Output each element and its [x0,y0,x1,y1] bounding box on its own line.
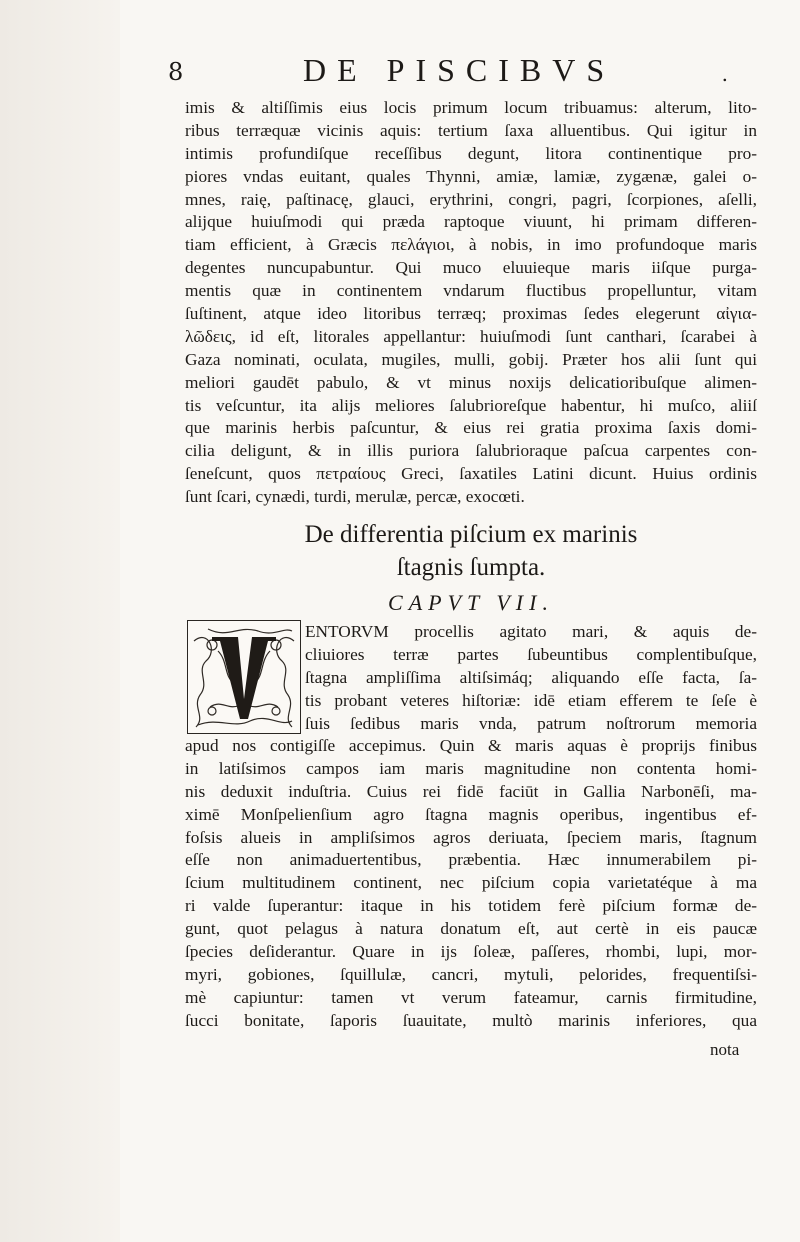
text-line: ſuſtinent, atque ideo litoribus terræq; proximas ſedes elegerunt αἰγια- [185,304,757,324]
header-ornament: . [721,62,728,86]
text-line: ribus terræquæ vicinis aquis: tertium ſaxa alluentibus. Qui igitur in [185,120,757,140]
text-line: Gaza nominati, oculata, mugiles, mulli, gobij. Præter hos alii ſunt qui [185,349,757,369]
text-line: alijque huiuſmodi qui præda raptoque viuunt, hi primam differen- [185,212,757,232]
chapter-title [185,518,757,584]
text-line: que marinis herbis paſcuntur, & eius rei gratia proxima ſaxis domi- [185,418,757,438]
page-gutter [0,0,120,1242]
text-line: intimis profundiſque receſſibus degunt, litora continentique pro- [185,143,757,163]
chapter-title-line-2: ſtagnis ſumpta. [396,554,546,581]
text-line: ſtagna ampliſſima altiſsimáq; aliquando eſſe facta, ſa- [305,667,757,687]
text-line: mnes, raię, paſtinacę, glauci, erythrini, congri, pagri, ſcorpiones, aſelli, [185,189,757,209]
text-line: ximē Monſpelienſium agro ſtagna magnis operibus, ingentibus ef- [185,804,757,824]
text-line: cilia deligunt, & in illis puriora ſalubrioraque paſcua carpentes con- [185,441,757,461]
text-line: ſucci bonitate, ſaporis ſuauitate, multò marinis inferiores, qua [185,1010,757,1030]
foliage-ornament-icon [188,621,300,733]
text-line: tiam efficient, à Græcis πελάγιοι, à nobis, in imo profundoque maris [185,235,757,255]
section-text-1 [185,97,757,509]
text-line: myri, gobiones, ſquillulæ, cancri, mytuli, pelorides, frequentiſsi- [185,964,757,984]
page-header [168,52,768,92]
chapter-body [185,735,757,1033]
text-line: mè capiuntur: tamen vt verum fateamur, carnis firmitudine, [185,987,757,1007]
text-line: ſcium multitudinem continent, nec piſcium copia varietatéque à ma [185,873,757,893]
text-line: ſuis ſedibus maris vnda, patrum noſtrorum memoria [305,713,757,733]
decorated-initial [187,620,301,734]
text-line: eſſe non animaduertentibus, præbentia. Hæc innumerabilem pi- [185,850,757,870]
text-line: piores vndas euitant, quales Thynni, amiæ, lamiæ, zygænæ, galei o- [185,166,757,186]
text-line: cliuiores terræ partes ſubeuntibus complentibuſque, [305,644,757,664]
running-head: DE PISCIBVS [303,52,616,88]
text-line: nis deduxit induſtria. Cuius rei fidē faciūt in Gallia Narbonēſi, ma- [185,781,757,801]
text-line: ſpecies deſiderantur. Quare in ijs ſoleæ, paſſeres, rhombi, lupi, mor- [185,942,757,962]
text-line: tis probant veteres hiſtoriæ: idē etiam efferem te ſeſe è [305,690,757,710]
chapter-title-line-1: De differentia piſcium ex marinis [304,521,638,548]
chapter-opening-lines [305,621,757,735]
text-line: foſsis alueis in ampliſsimos agros deriuata, ſpeciem maris, ſtagnum [185,827,757,847]
text-line: meliori gaudēt pabulo, & vt minus noxijs delicatioribuſque alimen- [185,372,757,392]
catchword: nota [710,1040,740,1059]
text-line: ſeneſcunt, quos πετραίους Greci, ſaxatiles Latini dicunt. Huius ordinis [185,464,757,484]
text-line: imis & altiſſimis eius locis primum locum tribuamus: alterum, lito- [185,98,757,117]
text-line: gunt, quot pelagus à natura donatum eſt, aut certè in eis paucæ [185,919,757,939]
text-line: ri valde ſuperantur: itaque in his totidem ferè piſcium formæ de- [185,896,757,916]
text-line: λῶδεις, id eſt, litorales appellantur: huiuſmodi ſunt canthari, ſcarabei à [185,326,757,346]
text-line: apud nos contigiſſe accepimus. Quin & maris aquas è proprijs finibus [185,736,757,755]
text-line: ENTORVM procellis agitato mari, & aquis de- [305,622,757,641]
text-line: in latiſsimos campos iam maris magnitudine non contenta homi- [185,758,757,778]
text-line: tis veſcuntur, ita alijs meliores ſalubrioreſque habentur, hi muſco, aliiſ [185,395,757,415]
page-number: 8 [168,58,184,86]
chapter-number: CAPVT VII. [388,590,554,615]
text-line: degentes nuncupabuntur. Qui muco eluuieque maris iiſque purga- [185,258,757,278]
text-line: ſunt ſcari, cynædi, turdi, merulæ, percæ, exocœti. [185,487,525,507]
text-line: mentis quæ in continentem vndarum fluctibus propelluntur, vitam [185,281,757,301]
